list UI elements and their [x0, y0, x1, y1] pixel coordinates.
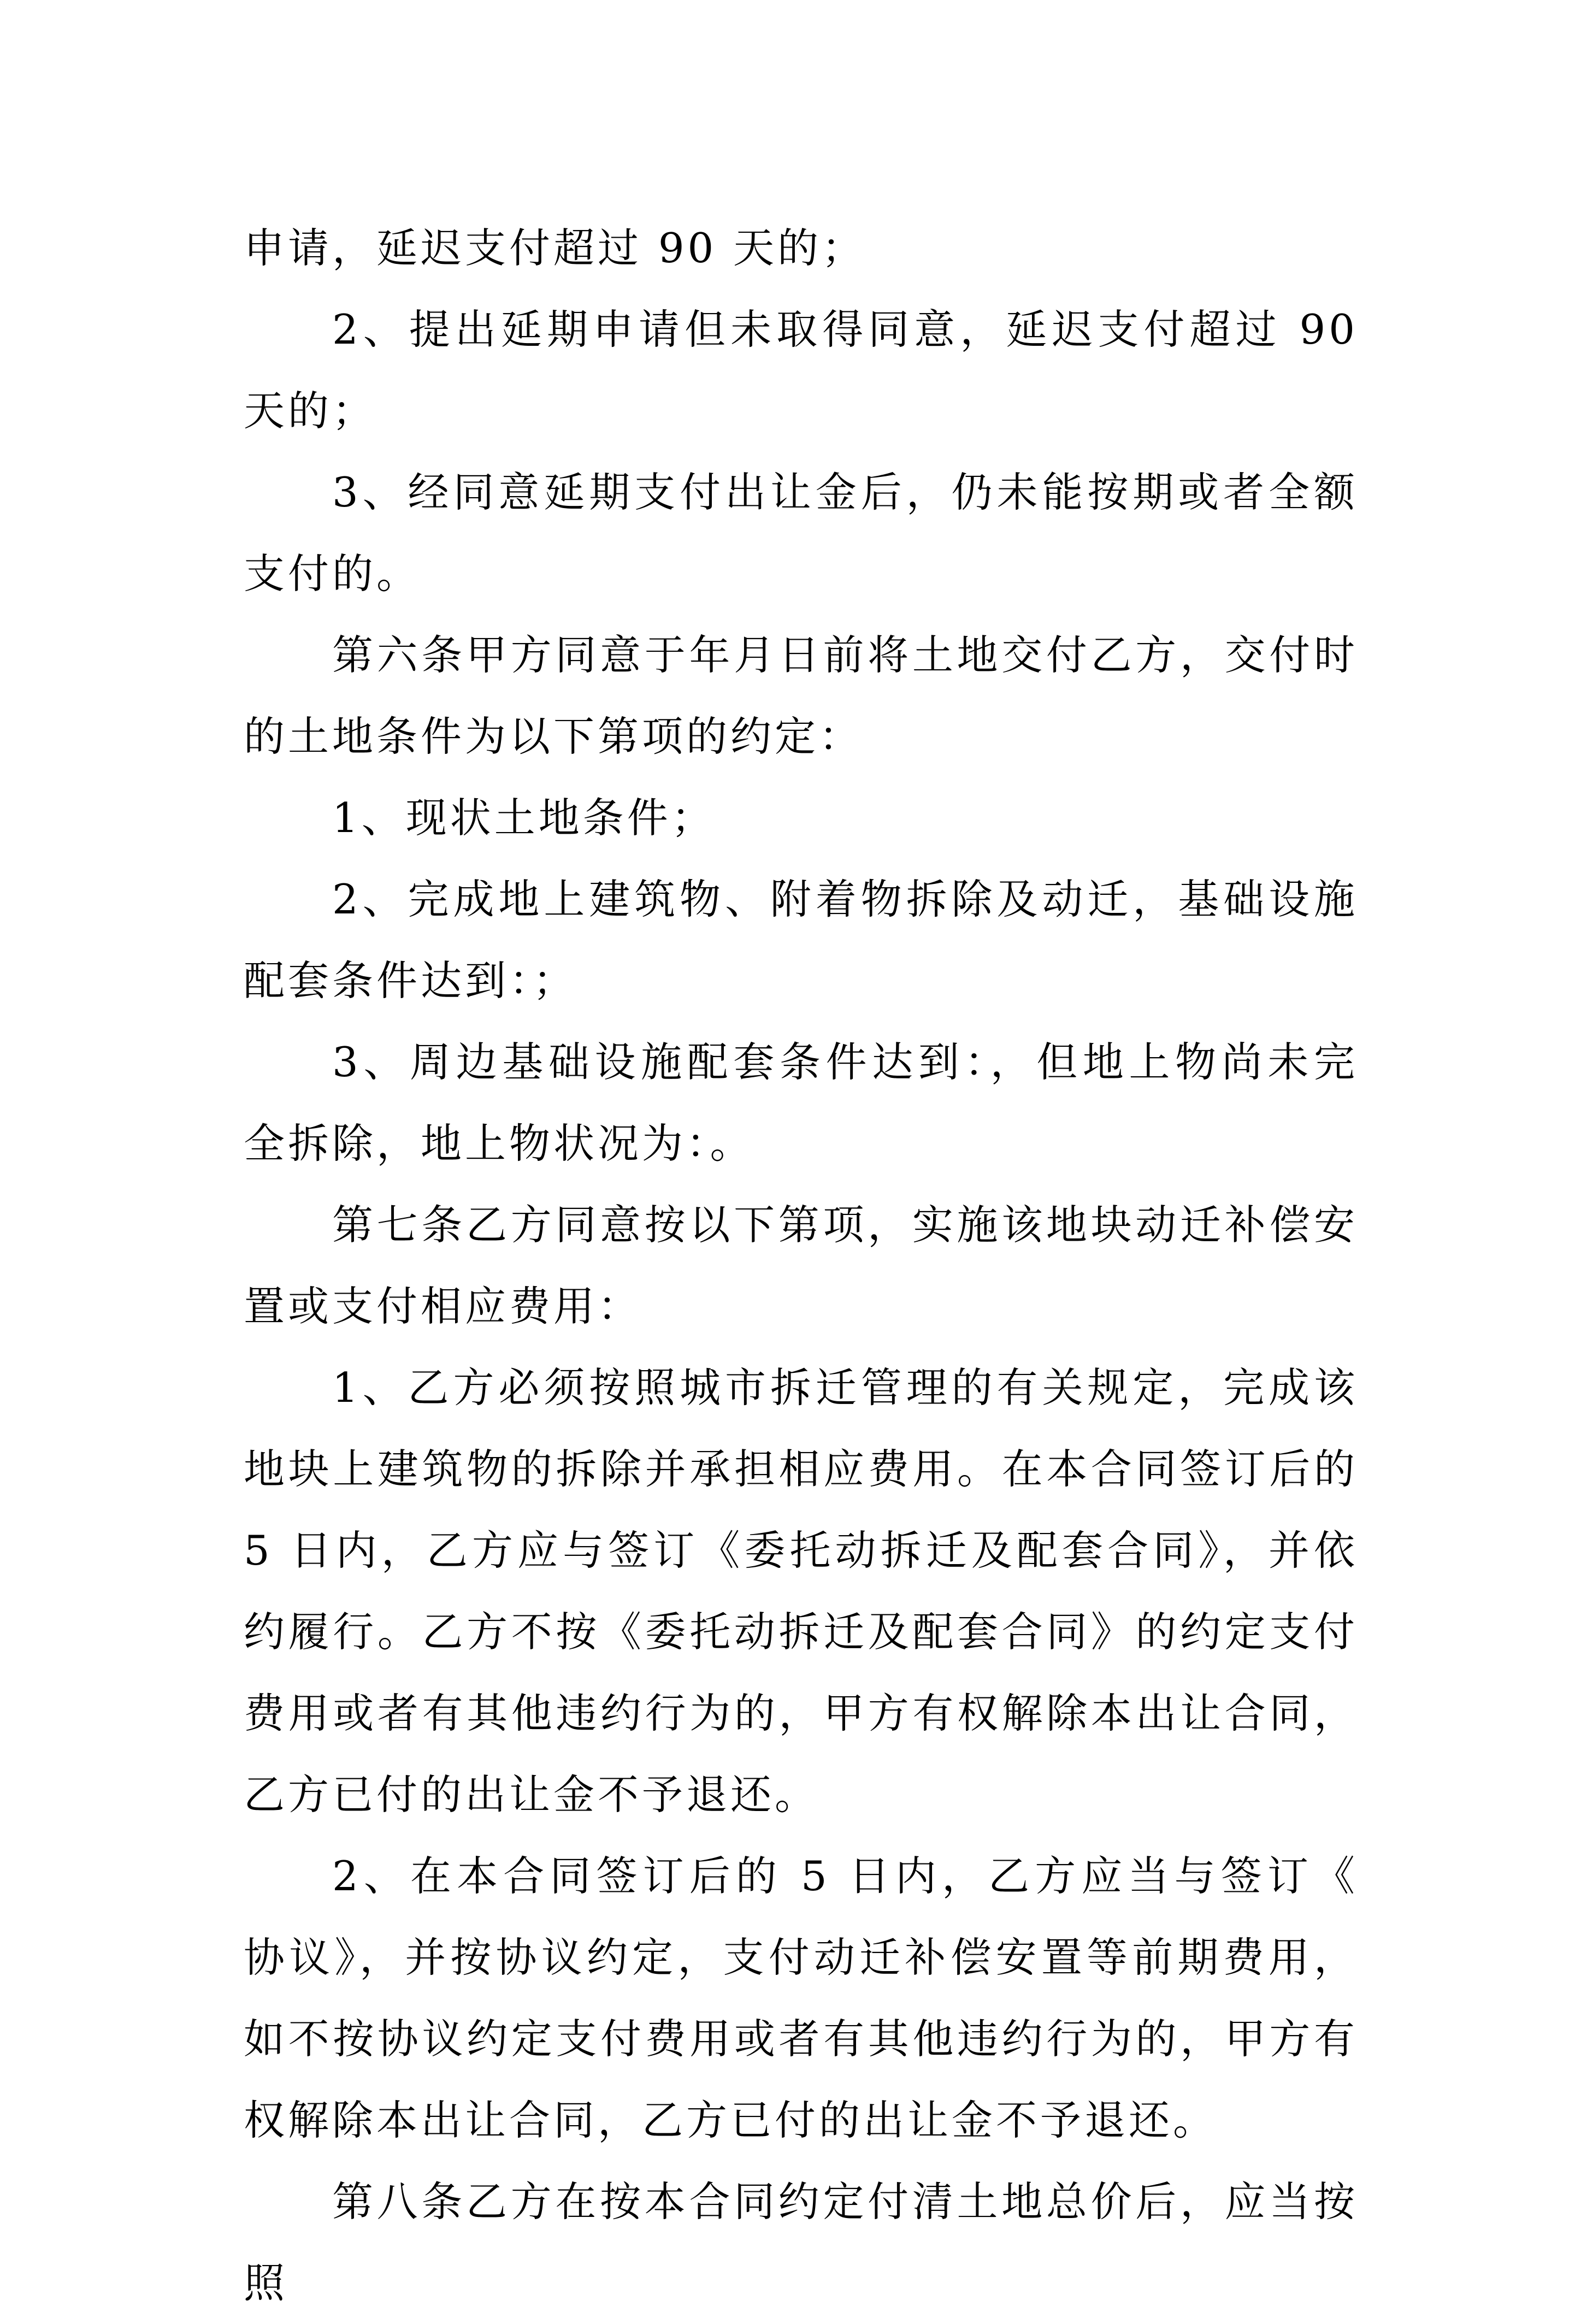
paragraph-item-2: 2、提出延期申请但未取得同意，延迟支付超过 90 天的；: [244, 305, 1358, 435]
paragraph-article-7-item-1: 1、乙方必须按照城市拆迁管理的有关规定，完成该地块上建筑物的拆除并承担相应费用。在本合同签订后的 5 日内，乙方应与签订《委托动拆迁及配套合同》，并依约履行。乙方不按《委托动拆迁及配套合同》的约定支付费用或者有其他违约行为的，甲方有权解除本出让合同，乙方已付的出让金不予退还。: [244, 1364, 1358, 1819]
paragraph-article-6-item-2: 2、完成地上建筑物、附着物拆除及动迁，基础设施配套条件达到：；: [244, 875, 1358, 1005]
document-body: [244, 208, 1358, 2324]
paragraph-article-8: 第八条乙方在按本合同约定付清土地总价后，应当按照: [244, 2178, 1358, 2307]
paragraph-continuation: 申请，延迟支付超过 90 天的；: [244, 224, 866, 272]
paragraph-item-3: 3、经同意延期支付出让金后，仍未能按期或者全额支付的。: [244, 468, 1358, 598]
paragraph-article-6-item-1: 1、现状土地条件；: [332, 794, 716, 842]
paragraph-article-6-item-3: 3、周边基础设施配套条件达到：，但地上物尚未完全拆除，地上物状况为：。: [244, 1038, 1358, 1167]
paragraph-article-7-item-2: 2、在本合同签订后的 5 日内，乙方应当与签订《 协议》，并按协议约定，支付动迁补偿安置等前期费用，如不按协议约定支付费用或者有其他违约行为的，甲方有权解除本出让合同，乙方已付的出让金不予退还。: [244, 1852, 1358, 2144]
paragraph-article-6: 第六条甲方同意于年月日前将土地交付乙方，交付时的土地条件为以下第项的约定：: [244, 631, 1358, 760]
paragraph-article-7: 第七条乙方同意按以下第项，实施该地块动迁补偿安置或支付相应费用：: [244, 1201, 1358, 1330]
